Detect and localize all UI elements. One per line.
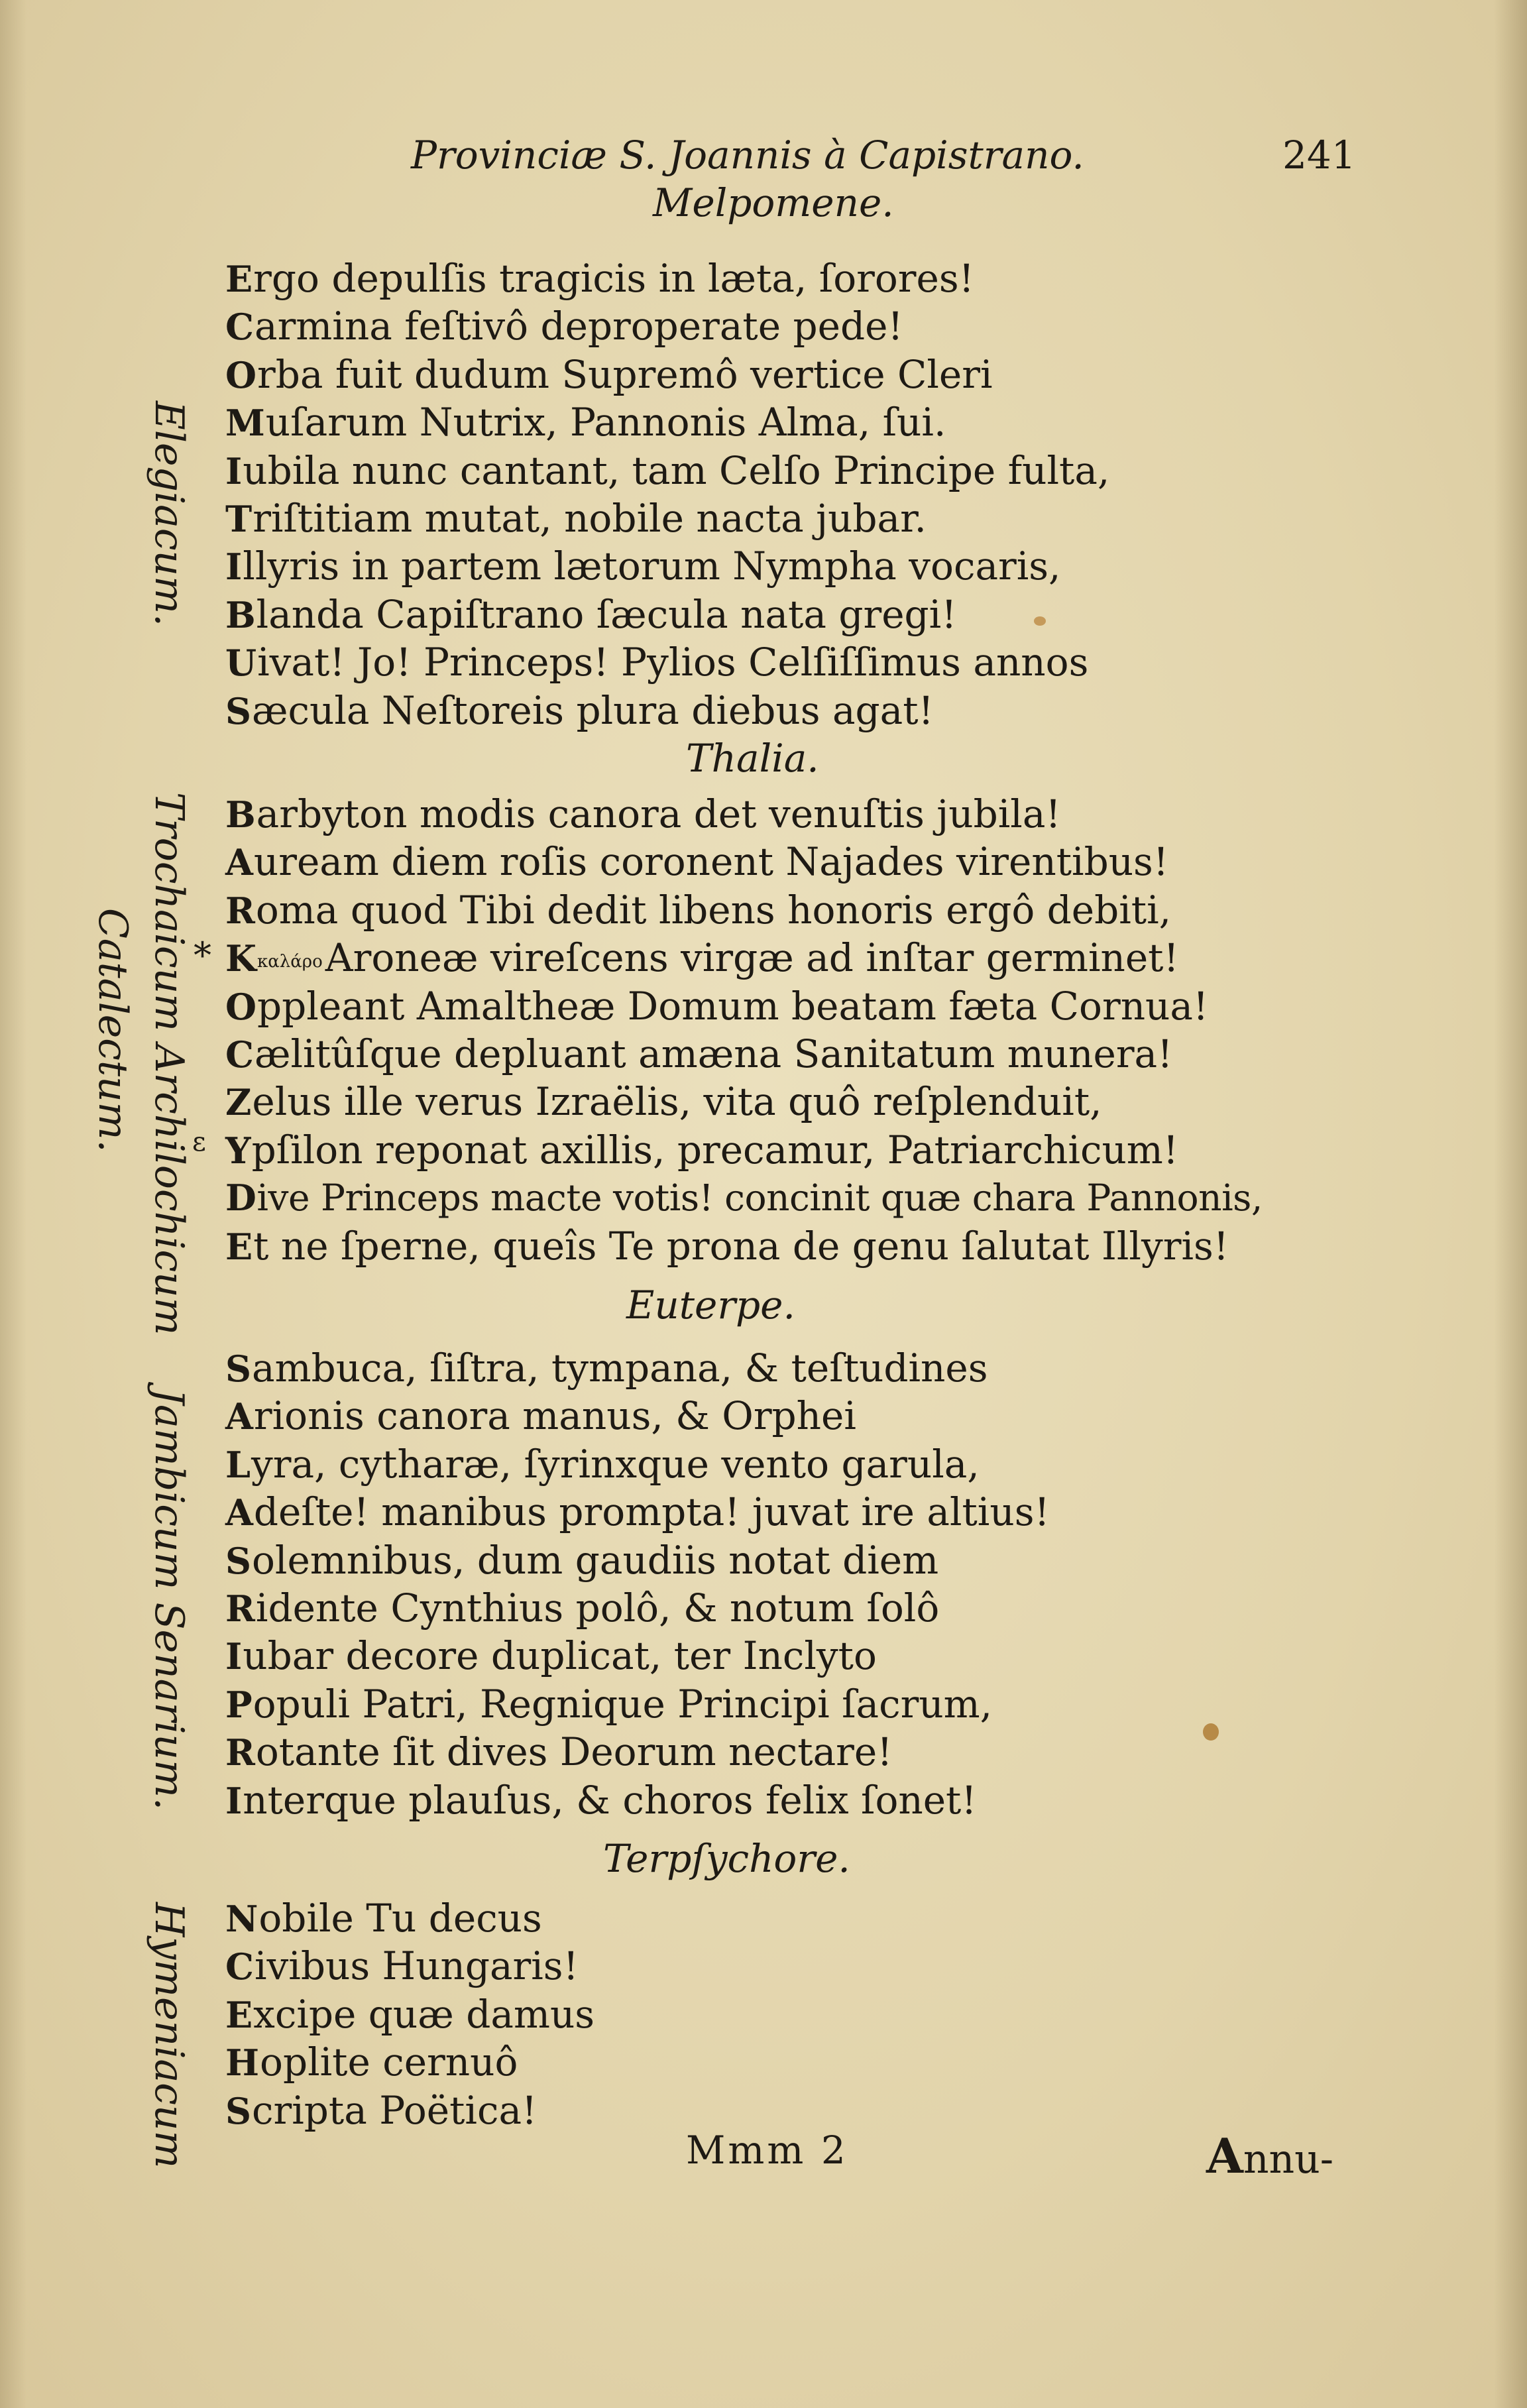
- verse-line: [225, 1990, 594, 2038]
- verse-line: [225, 1942, 594, 1990]
- page-edge-right: [1494, 0, 1527, 2408]
- section-title-terpsychore: Terpſychore.: [603, 1836, 850, 1881]
- acrostic-letter: C: [225, 306, 254, 349]
- acrostic-letter: K: [225, 937, 256, 980]
- acrostic-letter: S: [225, 1539, 251, 1582]
- verse-line: [225, 1776, 1050, 1824]
- side-label-thalia: Trochaicum Archilochicum: [146, 792, 192, 1336]
- verse-line: [225, 591, 1109, 638]
- verse-text: ivibus Hungaris!: [254, 1943, 579, 1989]
- signature-mark: Mmm 2: [686, 2128, 848, 2173]
- verse-line: [225, 494, 1109, 542]
- verse-text: ambuca, ſiſtra, tympana, & teſtudines: [252, 1346, 988, 1391]
- verse-line: [225, 1078, 1263, 1125]
- verse-text: pſilon reponat axillis, precamur, Patriarchicum!: [251, 1127, 1179, 1173]
- acrostic-letter: I: [225, 1635, 243, 1678]
- verse-text: arbyton modis canora det venuſtis jubila!: [256, 791, 1061, 836]
- verse-line: [225, 838, 1263, 886]
- verse-line: [225, 1488, 1050, 1536]
- acrostic-letter: R: [225, 1731, 255, 1774]
- verse-line: [225, 1894, 594, 1942]
- verse-line: [225, 1344, 1050, 1392]
- verse-text: elus ille verus Izraëlis, vita quô reſplenduit,: [252, 1079, 1102, 1125]
- acrostic-letter: I: [225, 449, 243, 492]
- acrostic-letter: C: [225, 1033, 254, 1076]
- verse-text: nterque plauſus, & choros felix ſonet!: [243, 1777, 977, 1823]
- verse-text: opuli Patri, Regnique Principi ſacrum,: [253, 1681, 993, 1727]
- acrostic-letter: R: [225, 1587, 255, 1630]
- verse-text: llyris in partem lætorum Nympha vocaris,: [243, 544, 1061, 589]
- acrostic-letter: B: [225, 593, 256, 636]
- side-label-thalia-2: Catalectum.: [89, 908, 136, 1153]
- acrostic-letter: E: [225, 1993, 253, 2036]
- acrostic-letter: H: [225, 2041, 260, 2085]
- verse-text: xcipe quæ damus: [253, 1991, 595, 2037]
- acrostic-letter: S: [225, 1347, 251, 1390]
- verse-line: [225, 447, 1109, 494]
- verse-line: [225, 934, 1263, 982]
- paper-stain: [1203, 1723, 1219, 1741]
- acrostic-letter: A: [225, 1491, 253, 1534]
- verse-text: armina feſtivô deproperate pede!: [254, 304, 903, 349]
- verse-text: otante ſit dives Deorum nectare!: [255, 1729, 893, 1775]
- acrostic-letter: R: [225, 889, 255, 932]
- verse-block-melpomene: [225, 255, 1109, 734]
- verse-line: [225, 638, 1109, 686]
- verse-text: yra, cytharæ, ſyrinxque vento garula,: [251, 1441, 980, 1487]
- verse-text: rgo depulſis tragicis in læta, ſorores!: [253, 256, 974, 301]
- verse-line: [225, 1632, 1050, 1680]
- acrostic-letter: M: [225, 402, 265, 445]
- verse-text: ubila nunc cantant, tam Celſo Principe fulta,: [243, 447, 1110, 493]
- verse-line: [225, 255, 1109, 302]
- acrostic-letter: T: [225, 497, 253, 540]
- verse-line: [225, 351, 1109, 398]
- verse-line: [225, 687, 1109, 734]
- catchword: [1206, 2128, 1333, 2184]
- verse-text: olemnibus, dum gaudiis notat diem: [252, 1537, 939, 1583]
- section-title-euterpe: Euterpe.: [626, 1283, 795, 1328]
- section-title-thalia: Thalia.: [686, 736, 819, 781]
- verse-text: deſte! manibus prompta! juvat ire altius!: [253, 1489, 1050, 1535]
- verse-text: ppleant Amaltheæ Domum beatam fæta Cornua!: [257, 983, 1209, 1029]
- verse-line: [225, 1536, 1050, 1584]
- acrostic-letter: Y: [225, 1129, 251, 1172]
- side-label-melpomene: Elegiacum.: [146, 401, 192, 627]
- acrostic-letter: C: [225, 1945, 254, 1988]
- acrostic-letter: O: [225, 353, 257, 396]
- greek-superscript: καλάρο: [256, 952, 323, 972]
- verse-block-terpsychore: [225, 1894, 594, 2134]
- verse-line: [225, 1440, 1050, 1488]
- verse-text: ivat! Jo! Princeps! Pylios Celſiſſimus annos: [257, 640, 1089, 685]
- verse-line: [225, 542, 1109, 590]
- verse-line: [225, 1222, 1263, 1270]
- verse-text: ive Princeps macte votis! concinit quæ chara Pannonis,: [256, 1176, 1263, 1220]
- verse-text: uream diem roſis coronent Najades virentibus!: [253, 839, 1169, 885]
- verse-line: [225, 982, 1263, 1030]
- acrostic-letter: S: [225, 689, 251, 732]
- verse-text: riſtitiam mutat, nobile nacta jubar.: [253, 495, 927, 541]
- verse-line: [225, 1392, 1050, 1440]
- acrostic-letter: N: [225, 1898, 258, 1940]
- acrostic-letter: S: [225, 2089, 251, 2132]
- verse-text: uſarum Nutrix, Pannonis Alma, ſui.: [265, 400, 946, 445]
- verse-line: [225, 302, 1109, 350]
- acrostic-letter: Z: [225, 1081, 252, 1124]
- verse-text: idente Cynthius polô, & notum ſolô: [255, 1585, 940, 1631]
- side-label-terpsychore: Hymeniacum: [146, 1902, 192, 2169]
- verse-line: [225, 398, 1109, 446]
- verse-text: oma quod Tibi dedit libens honoris ergô debiti,: [255, 887, 1172, 933]
- verse-text: rionis canora manus, & Orphei: [253, 1393, 856, 1439]
- verse-line: [225, 1030, 1263, 1078]
- verse-line: [225, 886, 1263, 934]
- acrostic-letter: L: [225, 1443, 251, 1486]
- verse-line: [225, 1584, 1050, 1632]
- verse-text: obile Tu decus: [258, 1896, 542, 1941]
- verse-line: [225, 1680, 1050, 1728]
- acrostic-letter: A: [225, 841, 253, 884]
- asterisk-mark: *: [194, 935, 211, 976]
- verse-block-thalia: [225, 790, 1263, 1270]
- verse-text: rba fuit dudum Supremô vertice Cleri: [257, 351, 993, 397]
- marginal-mark: ε: [192, 1127, 206, 1157]
- acrostic-letter: U: [225, 642, 257, 685]
- page-number: 241: [1282, 133, 1356, 178]
- verse-line: [225, 1728, 1050, 1776]
- acrostic-letter: O: [225, 985, 257, 1028]
- verse-text: oplite cernuô: [260, 2039, 518, 2085]
- side-label-euterpe: Jambicum Senarium.: [146, 1389, 192, 1811]
- section-title-melpomene: Melpomene.: [653, 180, 894, 225]
- running-title: Provinciæ S. Joannis à Capistrano.: [411, 133, 1084, 178]
- acrostic-letter: E: [225, 258, 253, 300]
- acrostic-letter: D: [225, 1176, 256, 1220]
- acrostic-letter: I: [225, 545, 243, 589]
- acrostic-letter: A: [225, 1395, 253, 1438]
- verse-line: [225, 1174, 1263, 1222]
- catchword-rest: nnu-: [1243, 2136, 1334, 2183]
- verse-text: ælitûſque depluant amæna Sanitatum munera!: [254, 1031, 1173, 1076]
- verse-line: [225, 1126, 1263, 1174]
- verse-text: Aroneæ vireſcens virgæ ad inſtar germinet!: [325, 935, 1179, 981]
- catchword-cap: A: [1206, 2128, 1243, 2184]
- verse-text: landa Capiſtrano ſæcula nata gregi!: [256, 591, 957, 637]
- verse-block-euterpe: [225, 1344, 1050, 1824]
- acrostic-letter: E: [225, 1225, 253, 1268]
- acrostic-letter: P: [225, 1683, 253, 1726]
- verse-line: [225, 2087, 594, 2134]
- acrostic-letter: B: [225, 793, 256, 836]
- verse-text: cripta Poëtica!: [252, 2087, 537, 2133]
- acrostic-letter: I: [225, 1779, 243, 1822]
- verse-line: [225, 790, 1263, 838]
- verse-line: [225, 2038, 594, 2086]
- verse-text: æcula Neſtoreis plura diebus agat!: [252, 687, 934, 733]
- page-edge-left: [0, 0, 27, 2408]
- verse-text: ubar decore duplicat, ter Inclyto: [243, 1633, 877, 1679]
- verse-text: t ne ſperne, queîs Te prona de genu ſalutat Illyris!: [253, 1223, 1229, 1269]
